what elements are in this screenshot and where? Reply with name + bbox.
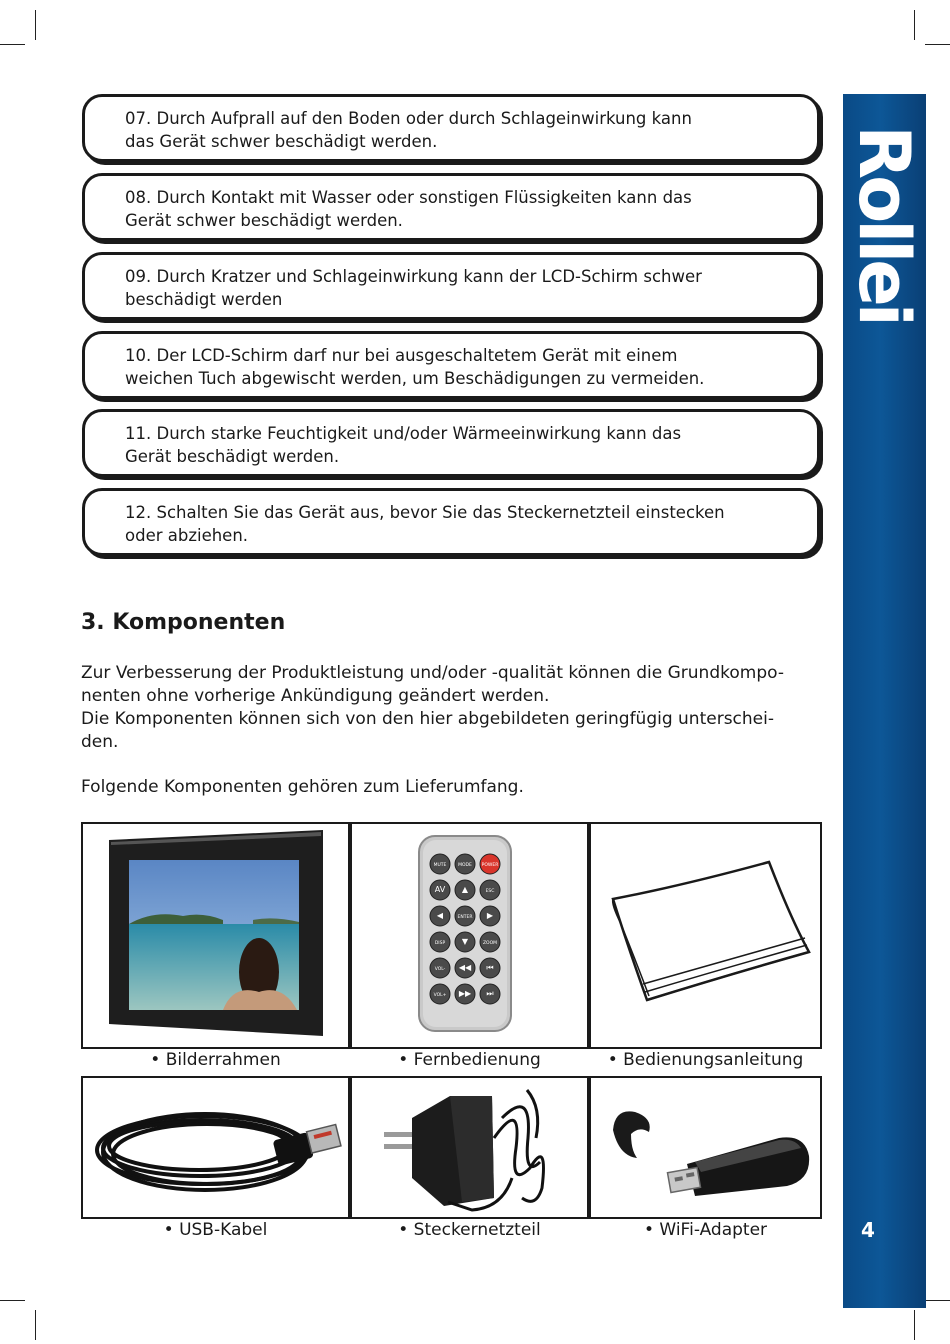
crop-mark	[35, 10, 36, 40]
remote-button-label: VOL-	[434, 967, 446, 972]
note-box	[82, 331, 820, 399]
brand-logo: Rollei	[843, 125, 925, 323]
usb-cable-icon	[83, 1078, 348, 1217]
remote-button-label: MODE	[458, 863, 472, 868]
caption-usb-cable: • USB-Kabel	[163, 1220, 268, 1240]
remote-button-label: ▲	[461, 885, 469, 894]
remote-button-label: POWER	[481, 863, 499, 868]
wifi-adapter-icon	[591, 1078, 820, 1217]
note-text	[125, 501, 785, 547]
note-line: das Gerät schwer beschädigt werden.	[125, 132, 438, 151]
caption-picture-frame: • Bilderrahmen	[150, 1050, 281, 1070]
note-text	[125, 422, 785, 468]
caption-remote-control: • Fernbedienung	[398, 1050, 541, 1070]
crop-mark	[914, 1310, 915, 1340]
note-box	[82, 94, 820, 162]
note-box	[82, 252, 820, 320]
note-box	[82, 173, 820, 241]
intro-line: nenten ohne vorherige Ankündigung geändert werden.	[81, 686, 550, 706]
remote-button-label: ZOOM	[482, 941, 498, 946]
crop-mark	[925, 44, 950, 45]
section-title: 3. Komponenten	[81, 610, 286, 635]
component-remote-control	[350, 822, 589, 1049]
remote-button-label: ⏮	[486, 963, 494, 972]
note-box	[82, 488, 820, 556]
crop-mark	[0, 44, 25, 45]
intro-line: den.	[81, 732, 119, 752]
note-line: oder abziehen.	[125, 526, 249, 545]
remote-button-label: ESC	[485, 889, 495, 894]
component-wifi-adapter	[589, 1076, 822, 1219]
remote-button-label: ⏭	[486, 989, 494, 998]
note-line: 09. Durch Kratzer und Schlageinwirkung kann der LCD-Schirm schwer	[125, 267, 702, 286]
caption-wifi-adapter: • WiFi-Adapter	[643, 1220, 768, 1240]
remote-button-label: ▶▶	[458, 989, 472, 998]
intro-line: Die Komponenten können sich von den hier abgebildeten geringfügig unterschei-	[81, 709, 774, 729]
note-text	[125, 107, 785, 153]
intro-paragraph	[81, 662, 821, 754]
remote-button-label: ◀◀	[458, 963, 472, 972]
note-line: beschädigt werden	[125, 290, 283, 309]
note-text	[125, 265, 785, 311]
crop-mark	[914, 10, 915, 40]
component-usb-cable	[81, 1076, 350, 1219]
note-line: weichen Tuch abgewischt werden, um Beschädigungen zu vermeiden.	[125, 369, 705, 388]
remote-button-label: ◀	[436, 911, 444, 920]
power-adapter-icon	[352, 1078, 587, 1217]
crop-mark	[925, 1300, 950, 1301]
note-line: 11. Durch starke Feuchtigkeit und/oder Wärmeeinwirkung kann das	[125, 424, 682, 443]
note-line: 08. Durch Kontakt mit Wasser oder sonstigen Flüssigkeiten kann das	[125, 188, 692, 207]
remote-button-label: ▼	[461, 937, 469, 946]
remote-button-label: MUTE	[433, 863, 447, 868]
page-number: 4	[861, 1218, 875, 1242]
remote-button-label: DISP	[434, 941, 446, 946]
remote-button-label: VOL+	[433, 993, 447, 998]
remote-button-label: ENTER	[457, 915, 473, 920]
scope-paragraph: Folgende Komponenten gehören zum Lieferumfang.	[81, 777, 524, 797]
note-line: Gerät beschädigt werden.	[125, 447, 340, 466]
note-box	[82, 409, 820, 477]
remote-button-label: ▶	[486, 911, 494, 920]
remote-control-icon	[352, 824, 587, 1047]
intro-line: Zur Verbesserung der Produktleistung und/oder -qualität können die Grundkompo-	[81, 663, 784, 683]
crop-mark	[35, 1310, 36, 1340]
picture-frame-icon	[83, 824, 348, 1047]
component-picture-frame	[81, 822, 350, 1049]
note-text	[125, 344, 785, 390]
manual-icon	[591, 824, 820, 1047]
note-line: 10. Der LCD-Schirm darf nur bei ausgeschaltetem Gerät mit einem	[125, 346, 678, 365]
component-power-adapter	[350, 1076, 589, 1219]
component-manual	[589, 822, 822, 1049]
caption-power-adapter: • Steckernetzteil	[398, 1220, 541, 1240]
note-line: 12. Schalten Sie das Gerät aus, bevor Sie das Steckernetzteil einstecken	[125, 503, 725, 522]
remote-button-label: AV	[434, 885, 446, 894]
caption-manual: • Bedienungsanleitung	[607, 1050, 804, 1070]
note-line: Gerät schwer beschädigt werden.	[125, 211, 403, 230]
note-line: 07. Durch Aufprall auf den Boden oder durch Schlageinwirkung kann	[125, 109, 692, 128]
note-text	[125, 186, 785, 232]
crop-mark	[0, 1300, 25, 1301]
